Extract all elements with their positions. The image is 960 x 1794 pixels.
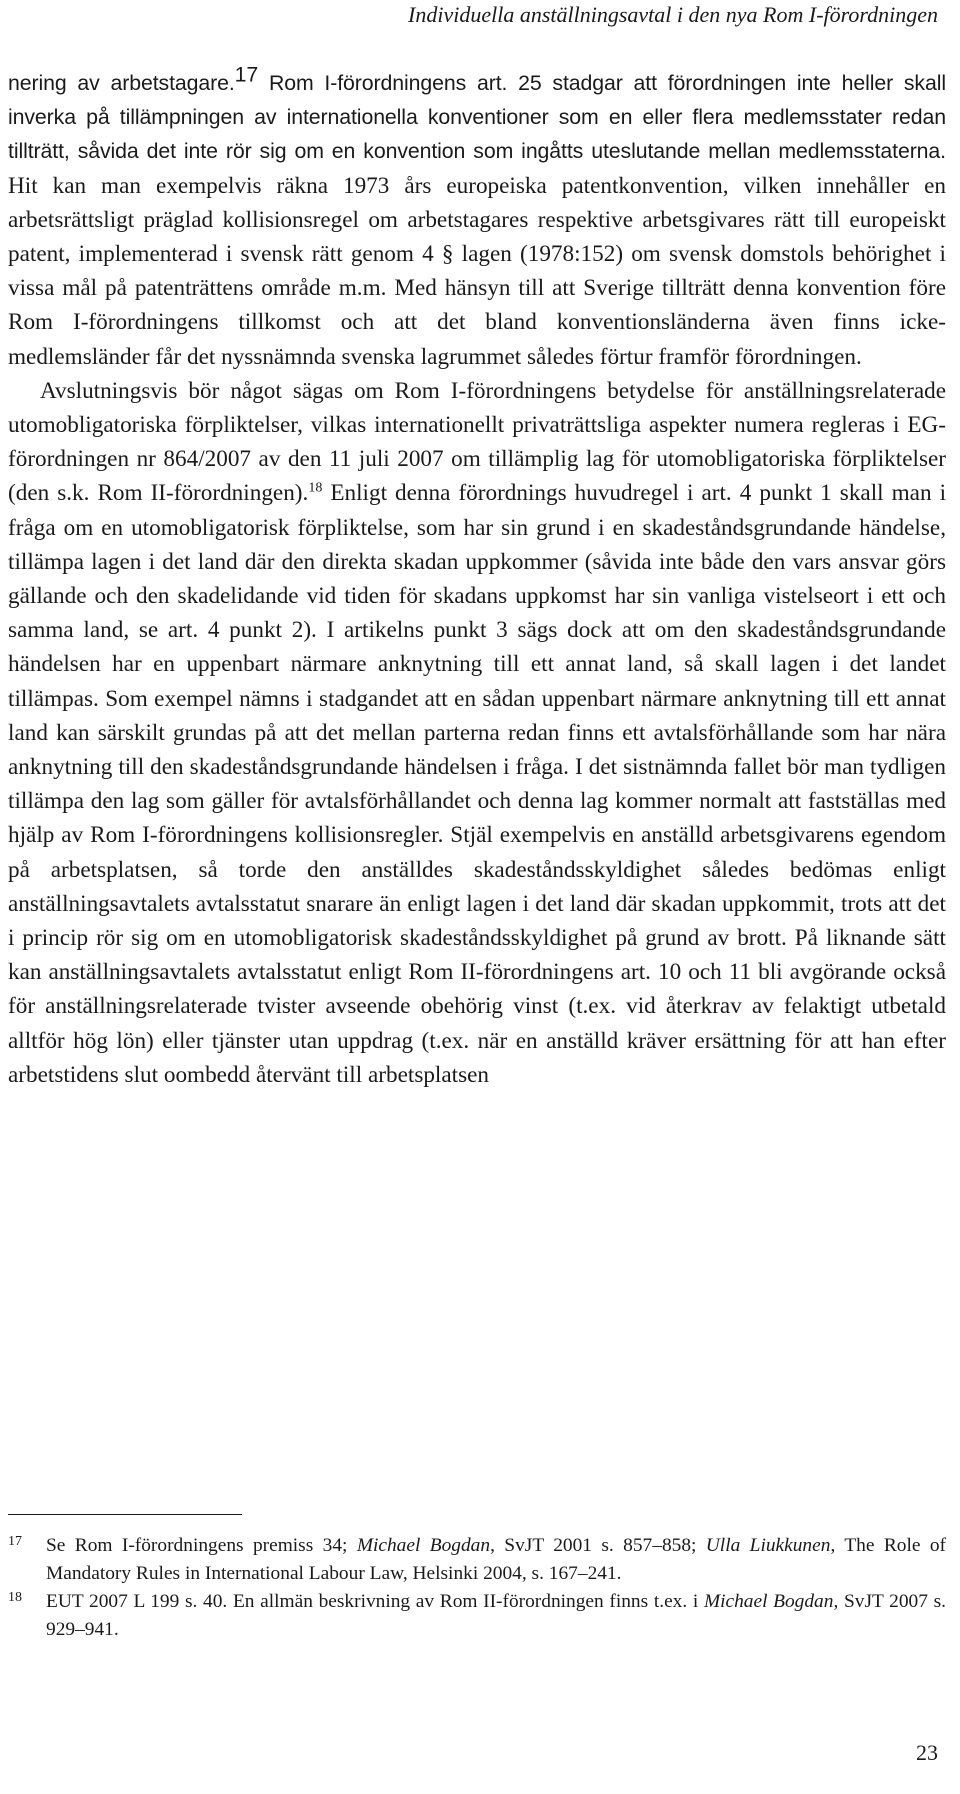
footnote-text: , The Role of Mandatory Rules in International Labour Law, Helsinki 2004, s. 167–241. — [46, 1535, 947, 1584]
footnote-text: Se Rom I-förordningens premiss 34; — [46, 1535, 357, 1556]
footnote-text: EUT 2007 L 199 s. 40. En allmän beskrivning av Rom II-förordningen finns t.ex. i — [46, 1591, 704, 1612]
paragraph-text-sans-a: nering av arbetstagare. — [8, 71, 235, 95]
author-name: Michael Bogdan — [703, 1591, 834, 1612]
paragraph-two — [8, 374, 946, 1092]
author-name: Ulla Liukkunen — [705, 1535, 831, 1556]
main-text — [8, 62, 947, 1092]
paragraph-two-text-b: Enligt denna förordnings huvudregel i art. 4 punkt 1 skall man i fråga om en utomobligatorisk förpliktelse, som har sin grund i en skadeståndsgrundande händelse, tillämpa lagen i det land där den direkta skadan uppkommer (såvida inte både den vars ansvar görs gällande och den skadelidande vid tiden för skadans uppkomst har sin vanliga vistelseort i ett och samma land, se art. 4 punkt 2). I artikelns punkt 3 sägs dock att om den skadeståndsgrundande händelsen har en uppenbart närmare anknytning till ett annat land, så skall lagen i det landet tillämpas. Som exempel nämns i stadgandet att en sådan uppenbart närmare anknytning till ett annat land kan särskilt grundas på att det mellan parterna redan finns ett avtalsförhållande som har nära anknytning till den skadeståndsgrundande händelsen i fråga. I det sistnämnda fallet bör man tydligen tillämpa den lag som gäller för avtalsförhållandet och denna lag kommer normalt att fastställas med hjälp av Rom I-förordningens kollisionsregler. Stjäl exempelvis en anställd arbetsgivarens egendom på arbetsplatsen, så torde den anställdes skadeståndsskyldighet således bedömas enligt anställningsavtalets avtalsstatut snarare än enligt lagen i det land där skadan uppkommit, trots att det i princip rör sig om en utomobligatorisk skadeståndsskyldighet på grund av brott. På liknande sätt kan anställningsavtalets avtalsstatut enligt Rom II-förordningens art. 10 och 11 bli avgörande också för anställningsrelaterade tvister avseende obehörig vinst (t.ex. vid återkrav av felaktigt utbetald alltför hög lön) eller tjänster utan uppdrag (t.ex. när en anställd kräver ersättning för att han efter arbetstidens slut oombedd återvänt till arbetsplatsen — [8, 480, 947, 1088]
footnote-18 — [8, 1588, 946, 1644]
footnote-text: , SvJT 2007 s. 929–941. — [46, 1591, 946, 1640]
footnote-17 — [8, 1532, 946, 1588]
footnote-text: , SvJT 2001 s. 857–858; — [490, 1535, 706, 1556]
footnote-divider — [8, 1514, 242, 1515]
paragraph-continued — [8, 62, 946, 374]
page-number: 23 — [916, 1740, 938, 1765]
footnote-ref-17: 17 — [234, 62, 259, 87]
running-header: Individuella anställningsavtal i den nya Rom I-förordningen — [408, 2, 938, 27]
footnote-number: 18 — [8, 1590, 22, 1605]
paragraph-text-sans-b: Rom I-förordningens art. 25 stadgar att förordningen inte heller skall inverka på tillämpningen av internationella konventioner som en eller flera medlemsstater redan tillträtt, såvida det inte rör sig om en konvention som ingåtts uteslutande mellan medlemsstaterna. — [8, 71, 946, 164]
paragraph-text-serif: Hit kan man exempelvis räkna 1973 års europeiska patentkonvention, vilken innehåller en arbetsrättsligt präglad kollisionsregel om arbetstagares respektive arbetsgivares rätt till europeiskt patent, implementerad i svensk rätt genom 4 § lagen (1978:152) om svensk domstols behörighet i vissa mål på patenträttens område m.m. Med hänsyn till att Sverige tillträtt denna konvention före Rom I-förordningens tillkomst och att det bland konventionsländerna även finns icke-medlemsländer får det nyssnämnda svenska lagrummet således förtur framför förordningen. — [8, 172, 946, 370]
author-name: Michael Bogdan — [356, 1535, 491, 1556]
footnotes — [8, 1532, 946, 1644]
footnote-number: 17 — [8, 1534, 22, 1549]
footnote-ref-18: 18 — [308, 480, 323, 496]
paragraph-two-text-a: Avslutningsvis bör något sägas om Rom I-förordningens betydelse för anställningsrelaterade utomobligatoriska förpliktelser, vilkas internationellt privaträttsliga aspekter numera regleras i EG-förordningen nr 864/2007 av den 11 juli 2007 om tillämplig lag för utomobligatoriska förpliktelser (den s.k. Rom II-förordningen). — [8, 377, 946, 507]
